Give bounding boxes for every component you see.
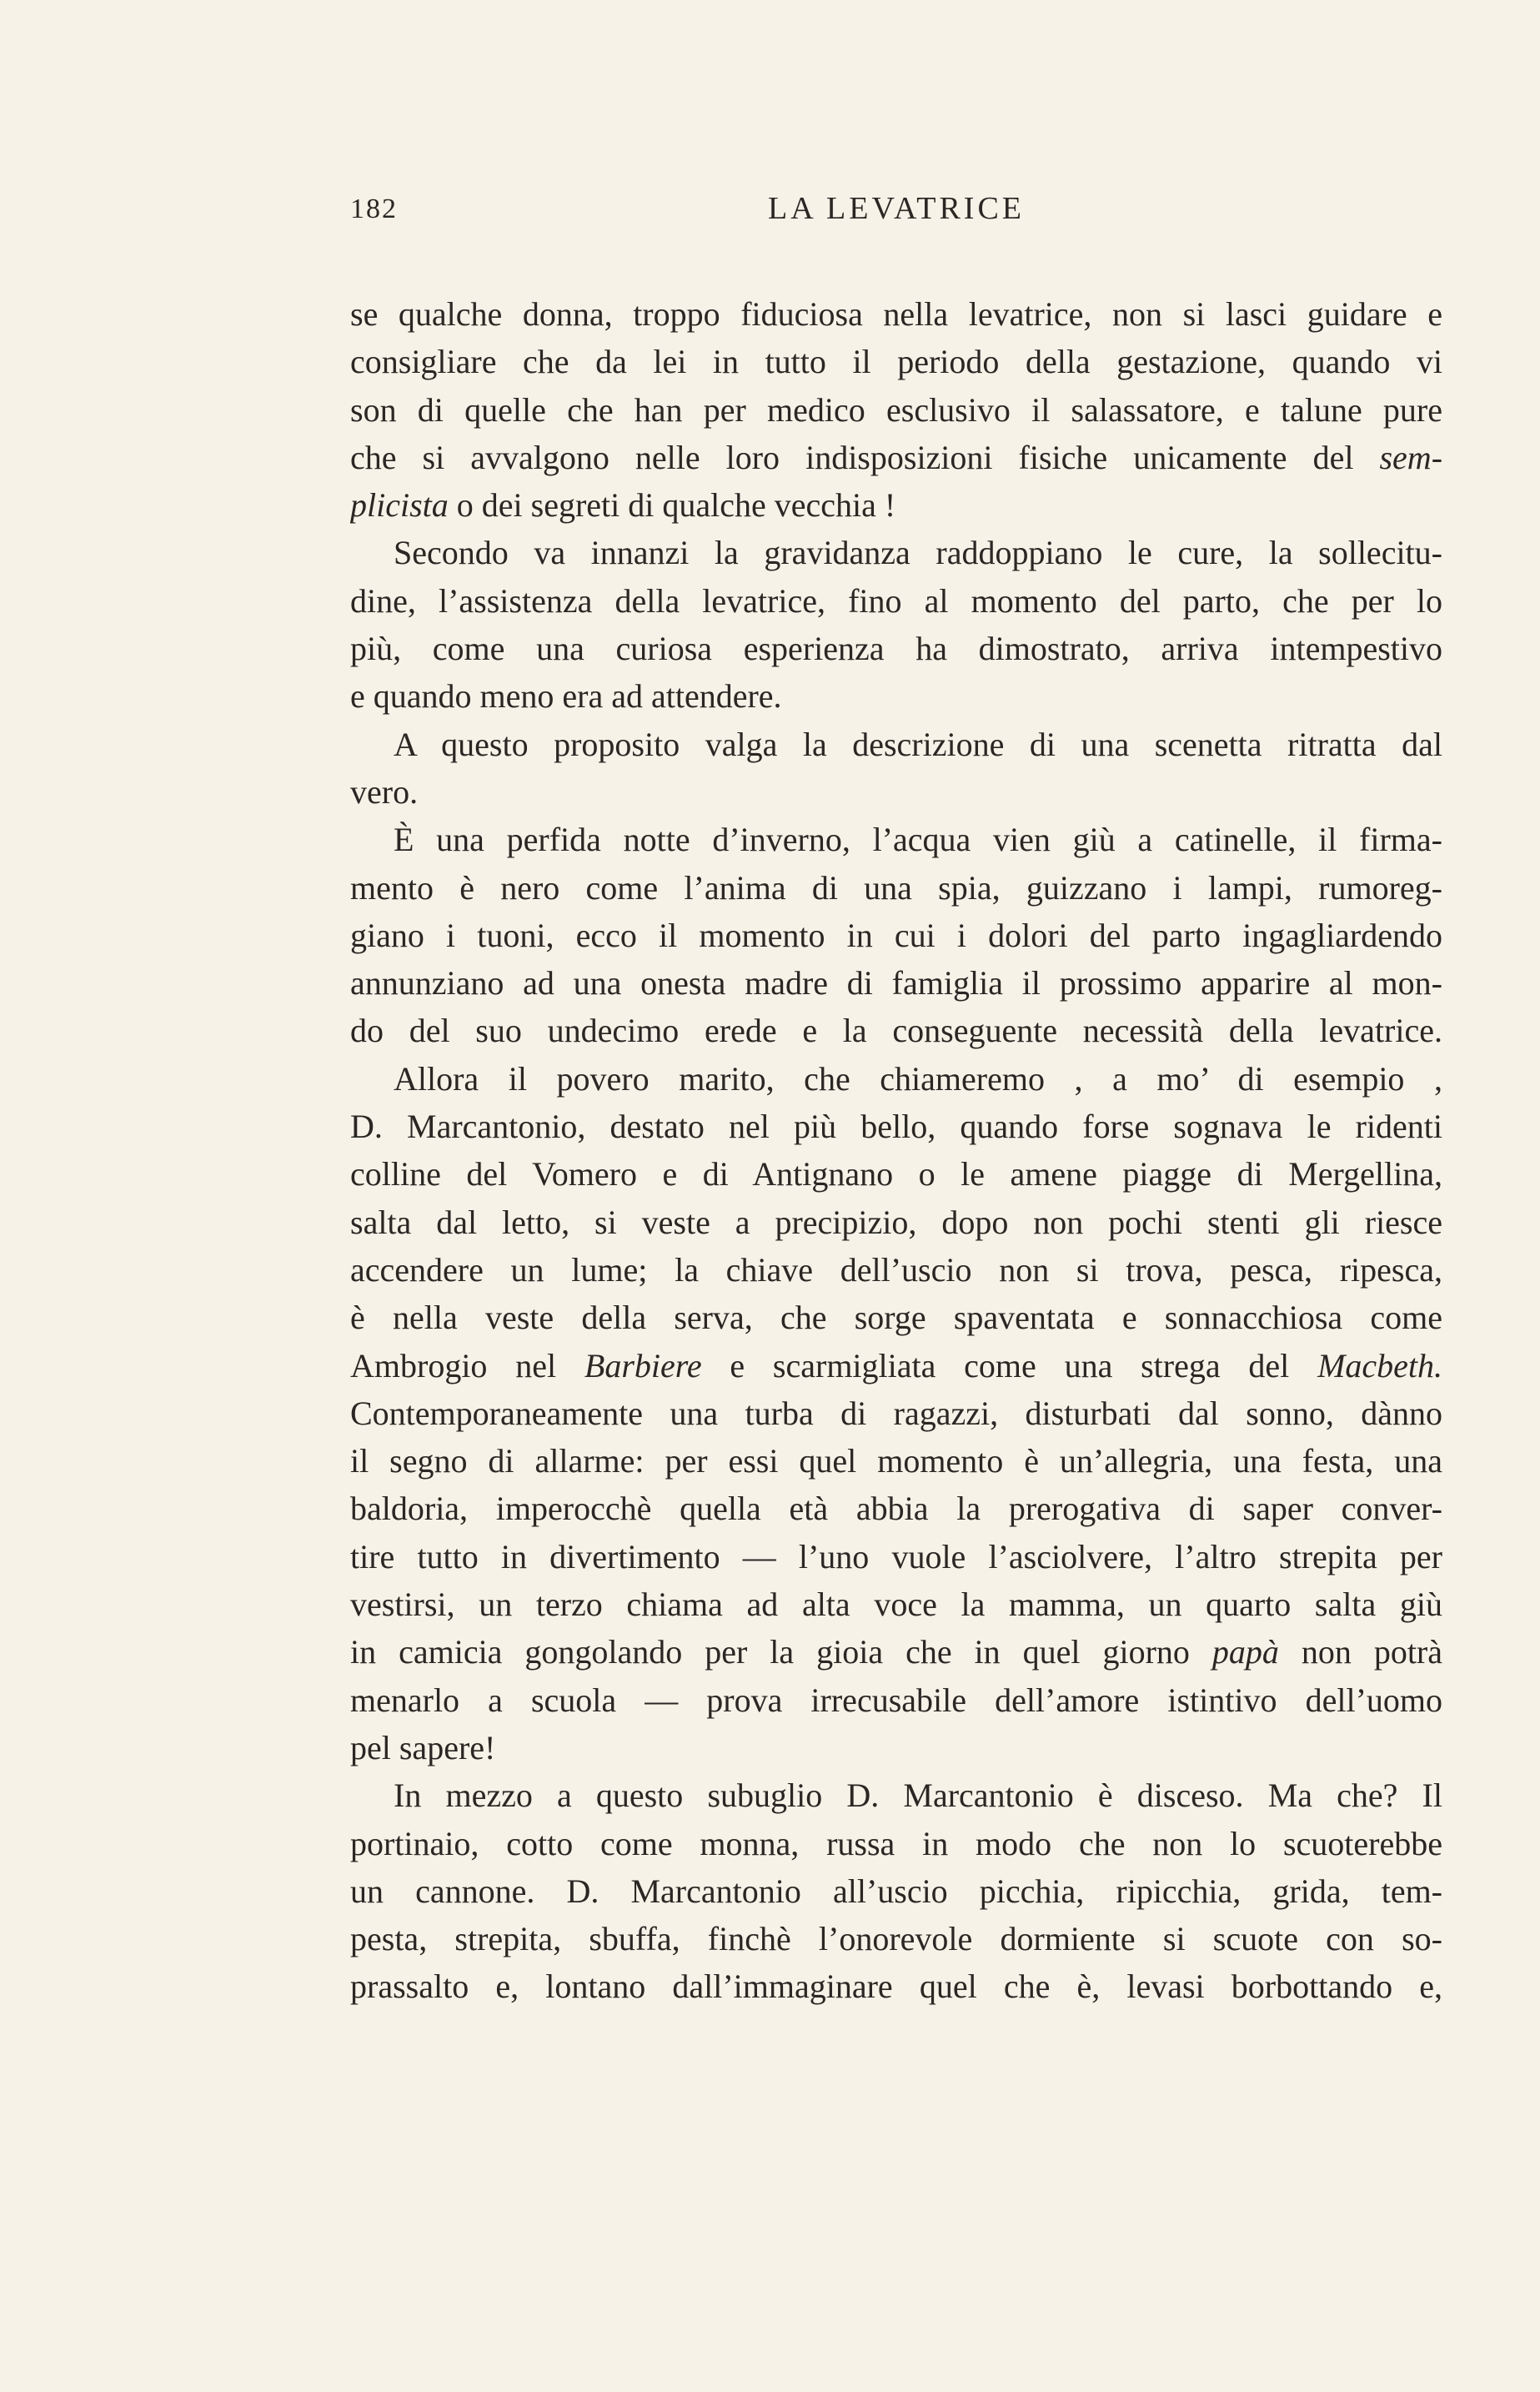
text-segment: che si avvalgono nelle loro indisposizioni fisiche unicamente del	[350, 438, 1354, 476]
text-line	[350, 1342, 1442, 1389]
running-head	[350, 190, 1442, 240]
text-line: pesta, strepita, sbuffa, finchè l’onorevole dormiente si scuote con so-	[350, 1920, 1442, 1958]
text-line: se qualche donna, troppo fiduciosa nella levatrice, non si lasci guidare e	[350, 295, 1442, 333]
text-line: mento è nero come l’anima di una spia, guizzano i lampi, rumoreg-	[350, 868, 1442, 907]
text-line	[350, 1628, 1442, 1676]
text-segment: e scarmigliata come una strega del	[730, 1346, 1290, 1384]
text-line: annunziano ad una onesta madre di famiglia il prossimo apparire al mon-	[350, 964, 1442, 1003]
paragraph-start: È una perfida notte d’inverno, l’acqua vien giù a catinelle, il firma-	[394, 821, 1442, 859]
text-line	[350, 434, 1442, 481]
text-segment: non potrà	[1301, 1633, 1442, 1671]
paragraph-start: In mezzo a questo subuglio D. Marcantonio è disceso. Ma che? Il	[394, 1776, 1442, 1815]
text-line: e quando meno era ad attendere.	[350, 677, 782, 716]
text-line: consigliare che da lei in tutto il periodo della gestazione, quando vi	[350, 343, 1442, 381]
body-text	[350, 290, 1442, 2011]
italic-term: papà	[1211, 1633, 1279, 1671]
text-line: più, come una curiosa esperienza ha dimostrato, arriva intempestivo	[350, 630, 1442, 668]
paragraph-start: A questo proposito valga la descrizione di una scenetta ritratta dal	[394, 725, 1442, 763]
text-line: vero.	[350, 772, 419, 811]
text-line: do del suo undecimo erede e la conseguente necessità della levatrice.	[350, 1012, 1442, 1050]
italic-term: sem-	[1379, 438, 1442, 476]
text-line: tire tutto in divertimento — l’uno vuole l’asciolvere, l’altro strepita per	[350, 1537, 1442, 1575]
text-line: è nella veste della serva, che sorge spaventata e sonnacchiosa come	[350, 1299, 1442, 1337]
text-line: menarlo a scuola — prova irrecusabile dell’amore istintivo dell’uomo	[350, 1681, 1442, 1719]
italic-term: plicista	[350, 486, 449, 525]
text-line: D. Marcantonio, destato nel più bello, quando forse sognava le ridenti	[350, 1108, 1442, 1146]
text-segment: in camicia gongolando per la gioia che in quel giorno	[350, 1633, 1190, 1671]
page-number: 182	[350, 193, 398, 224]
text-line: portinaio, cotto come monna, russa in modo che non lo scuoterebbe	[350, 1824, 1442, 1862]
text-line: Allora il povero marito, che chiameremo , a mo’ di esempio ,	[394, 1059, 1442, 1098]
text-line: son di quelle che han per medico esclusivo il salassatore, e talune pure	[350, 390, 1442, 429]
text-line: Contemporaneamente una turba di ragazzi, disturbati dal sonno, dànno	[350, 1394, 1442, 1432]
text-line: salta dal letto, si veste a precipizio, dopo non pochi stenti gli riesce	[350, 1203, 1442, 1241]
text-line: pel sapere!	[350, 1728, 496, 1766]
text-line: il segno di allarme: per essi quel momento è un’allegria, una festa, una	[350, 1442, 1442, 1480]
text-line: colline del Vomero e di Antignano o le amene piagge di Mergellina,	[350, 1155, 1442, 1193]
text-line: vestirsi, un terzo chiama ad alta voce la mamma, un quarto salta giù	[350, 1585, 1442, 1624]
running-title: LA LEVATRICE	[767, 191, 1026, 226]
text-line: prassalto e, lontano dall’immaginare quel che è, levasi borbottando e,	[350, 1967, 1442, 2006]
text-segment: o dei segreti di qualche vecchia !	[456, 486, 896, 525]
italic-term: Barbiere	[584, 1346, 702, 1384]
italic-term: Macbeth.	[1317, 1346, 1442, 1384]
text-line	[350, 481, 1442, 529]
text-line: giano i tuoni, ecco il momento in cui i dolori del parto ingagliardendo	[350, 916, 1442, 954]
text-line: accendere un lume; la chiave dell’uscio non si trova, pesca, ripesca,	[350, 1250, 1442, 1289]
text-line: un cannone. D. Marcantonio all’uscio picchia, ripicchia, grida, tem-	[350, 1872, 1442, 1910]
text-line: dine, l’assistenza della levatrice, fino al momento del parto, che per lo	[350, 581, 1442, 620]
text-segment: Ambrogio nel	[350, 1346, 557, 1384]
text-line: baldoria, imperocchè quella età abbia la prerogativa di saper conver-	[350, 1490, 1442, 1528]
paragraph-start: Secondo va innanzi la gravidanza raddoppiano le cure, la sollecitu-	[394, 534, 1442, 572]
